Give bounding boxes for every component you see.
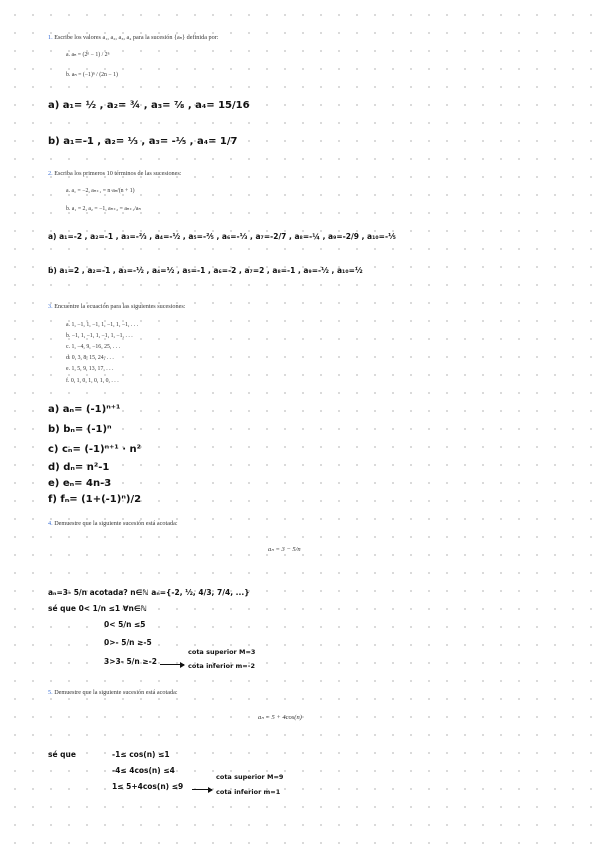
problem-text: Demuestre que la siguiente sucesión está acotada: bbox=[54, 520, 178, 527]
problem-4-statement bbox=[48, 520, 178, 527]
problem-number: 3. bbox=[48, 303, 53, 310]
problem-3-item-c: c. 1, −4, 9, −16, 25, . . . bbox=[66, 344, 121, 350]
problem-5-work-line-4: 1≤ 5+4cos(n) ≤9 bbox=[112, 782, 184, 791]
problem-2-item-b: b. a₁ = 2, a₂ = −1, aₙ₊₂ = aₙ₊₁/aₙ bbox=[66, 206, 141, 212]
problem-3-item-d: d. 0, 3, 8, 15, 24, . . . bbox=[66, 355, 114, 361]
problem-1-item-b: b. aₙ = (−1)ⁿ / (2n − 1) bbox=[66, 72, 118, 78]
problem-1-answer-b: b) a₁=-1 , a₂= ⅓ , a₃= -⅕ , a₄= 1/7 bbox=[48, 136, 238, 147]
problem-text: Escriba los primeros 10 términos de las sucesiones: bbox=[54, 170, 182, 177]
problem-5-formula: aₙ = 5 + 4cos(n) bbox=[258, 714, 302, 721]
problem-5-work-line-3: -4≤ 4cos(n) ≤4 bbox=[112, 766, 175, 775]
problem-2-item-a: a. a₁ = −2, aₙ₊₁ = n·aₙ/(n + 1) bbox=[66, 188, 135, 194]
problem-5-upper-bound: cota superior M=9 bbox=[216, 773, 284, 781]
problem-text: Encuentre la ecuación para las siguientes sucesiones: bbox=[54, 303, 186, 310]
problem-3-item-b: b. −1, 1, −1, 1, −1, 1, −1, . . . bbox=[66, 333, 133, 339]
problem-3-answer-c: c) cₙ= (-1)ⁿ⁺¹ · n² bbox=[48, 444, 142, 455]
problem-4-work-line-2: sé que 0< 1/n ≤1 ∀n∈ℕ bbox=[48, 604, 147, 613]
problem-3-answer-a: a) aₙ= (-1)ⁿ⁺¹ bbox=[48, 404, 121, 415]
problem-1-statement bbox=[48, 34, 218, 41]
problem-2-statement bbox=[48, 170, 182, 177]
problem-3-item-e: e. 1, 5, 9, 13, 17, . . . bbox=[66, 366, 114, 372]
problem-4-lower-bound: cota inferior m=-2 bbox=[188, 662, 255, 670]
problem-2-answer-a: a) a₁=-2 , a₂=-1 , a₃=-⅔ , a₄=-½ , a₅=-⅖ , a₆=-⅓ , a₇=-2/7 , a₈=-¼ , a₉=-2/9 , a₁₀=-⅕ bbox=[48, 232, 396, 241]
problem-1-item-a: a. aₙ = (2ⁿ − 1) / 2ⁿ bbox=[66, 52, 110, 58]
problem-3-answer-d: d) dₙ= n²-1 bbox=[48, 462, 110, 473]
problem-number: 5. bbox=[48, 689, 53, 696]
problem-4-work-line-4: 0>- 5/n ≥-5 bbox=[104, 638, 152, 647]
problem-3-item-a: a. 1, −1, 1, −1, 1, −1, 1, −1, . . . bbox=[66, 322, 139, 328]
problem-4-formula: aₙ = 3 − 5/n bbox=[268, 546, 301, 553]
problem-1-answer-a: a) a₁= ½ , a₂= ¾ , a₃= ⅞ , a₄= 15/16 bbox=[48, 100, 250, 111]
problem-5-statement bbox=[48, 689, 178, 696]
problem-text: Escribe los valores a₁, a₂, a₃, a₄ para la sucesión {aₙ} definida por: bbox=[54, 34, 219, 41]
problem-4-work-line-5: 3>3- 5/n ≥-2 bbox=[104, 657, 157, 666]
problem-number: 1. bbox=[48, 34, 53, 41]
problem-3-item-f: f. 0, 1, 0, 1, 0, 1, 0, . . . bbox=[66, 378, 119, 384]
problem-3-answer-b: b) bₙ= (-1)ⁿ bbox=[48, 424, 112, 435]
arrow-icon bbox=[160, 664, 184, 665]
problem-number: 2. bbox=[48, 170, 53, 177]
problem-4-work-line-1: aₙ=3- 5/n acotada? n∈ℕ aₙ={-2, ½, 4/3, 7/4, ...} bbox=[48, 588, 250, 597]
problem-4-work-line-3: 0< 5/n ≤5 bbox=[104, 620, 146, 629]
problem-4-upper-bound: cota superior M=3 bbox=[188, 648, 256, 656]
problem-number: 4. bbox=[48, 520, 53, 527]
problem-5-lower-bound: cota inferior m=1 bbox=[216, 788, 281, 796]
problem-text: Demuestre que la siguiente sucesión está acotada: bbox=[54, 689, 178, 696]
problem-3-answer-f: f) fₙ= (1+(-1)ⁿ)/2 bbox=[48, 494, 142, 505]
problem-2-answer-b: b) a₁=2 , a₂=-1 , a₃=-½ , a₄=½ , a₅=-1 , a₆=-2 , a₇=2 , a₈=-1 , a₉=-½ , a₁₀=½ bbox=[48, 266, 363, 275]
arrow-icon bbox=[192, 789, 212, 790]
problem-3-statement bbox=[48, 303, 185, 310]
problem-5-work-line-1: sé que bbox=[48, 750, 76, 759]
problem-5-work-line-2: -1≤ cos(n) ≤1 bbox=[112, 750, 170, 759]
problem-3-answer-e: e) eₙ= 4n-3 bbox=[48, 478, 112, 489]
